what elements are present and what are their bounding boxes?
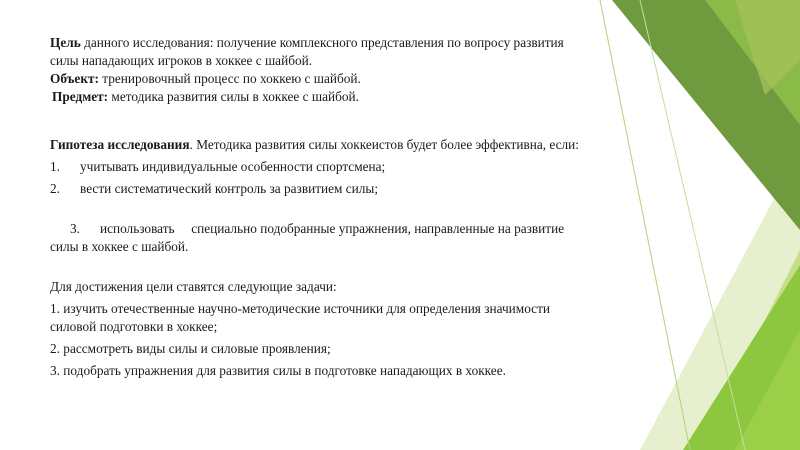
tasks-intro: Для достижения цели ставятся следующие задачи: [50, 279, 337, 294]
task-item: 2. рассмотреть виды силы и силовые проявления; [50, 341, 331, 356]
task-item: 1. изучить отечественные научно-методические источники для определения значимости силовой подготовки в хоккее; [50, 301, 551, 334]
hypothesis-label: Гипотеза исследования [50, 137, 190, 152]
condition-number: 2. [50, 181, 60, 196]
condition-number: 3. [69, 221, 80, 236]
object-paragraph [50, 70, 590, 88]
condition-number: 1. [50, 159, 60, 174]
condition-item [50, 180, 590, 198]
condition-text: учитывать индивидуальные особенности спортсмена; [80, 159, 386, 174]
slide-text [50, 34, 590, 380]
task-item: 3. подобрать упражнения для развития силы в подготовке нападающих в хоккее. [50, 363, 506, 378]
subject-paragraph [50, 88, 590, 106]
subject-label: Предмет: [52, 89, 109, 104]
object-label: Объект: [50, 71, 99, 86]
hypothesis-text: . Методика развития силы хоккеистов будет более эффективна, если: [189, 137, 579, 152]
goal-text: данного исследования: получение комплексного представления по вопросу развития силы нападающих игроков в хоккее с шайбой. [50, 35, 564, 68]
condition-item [50, 158, 590, 176]
condition-item [50, 202, 590, 274]
goal-paragraph [50, 34, 590, 70]
object-text: тренировочный процесс по хоккею с шайбой. [98, 71, 361, 86]
condition-text: использовать специально подобранные упражнения, направленные на развитие силы в хоккее с шайбой. [50, 221, 568, 254]
condition-text: вести систематический контроль за развитием силы; [80, 181, 379, 196]
subject-text: методика развития силы в хоккее с шайбой. [108, 89, 359, 104]
goal-label: Цель [50, 35, 81, 50]
hypothesis-paragraph [50, 136, 590, 154]
